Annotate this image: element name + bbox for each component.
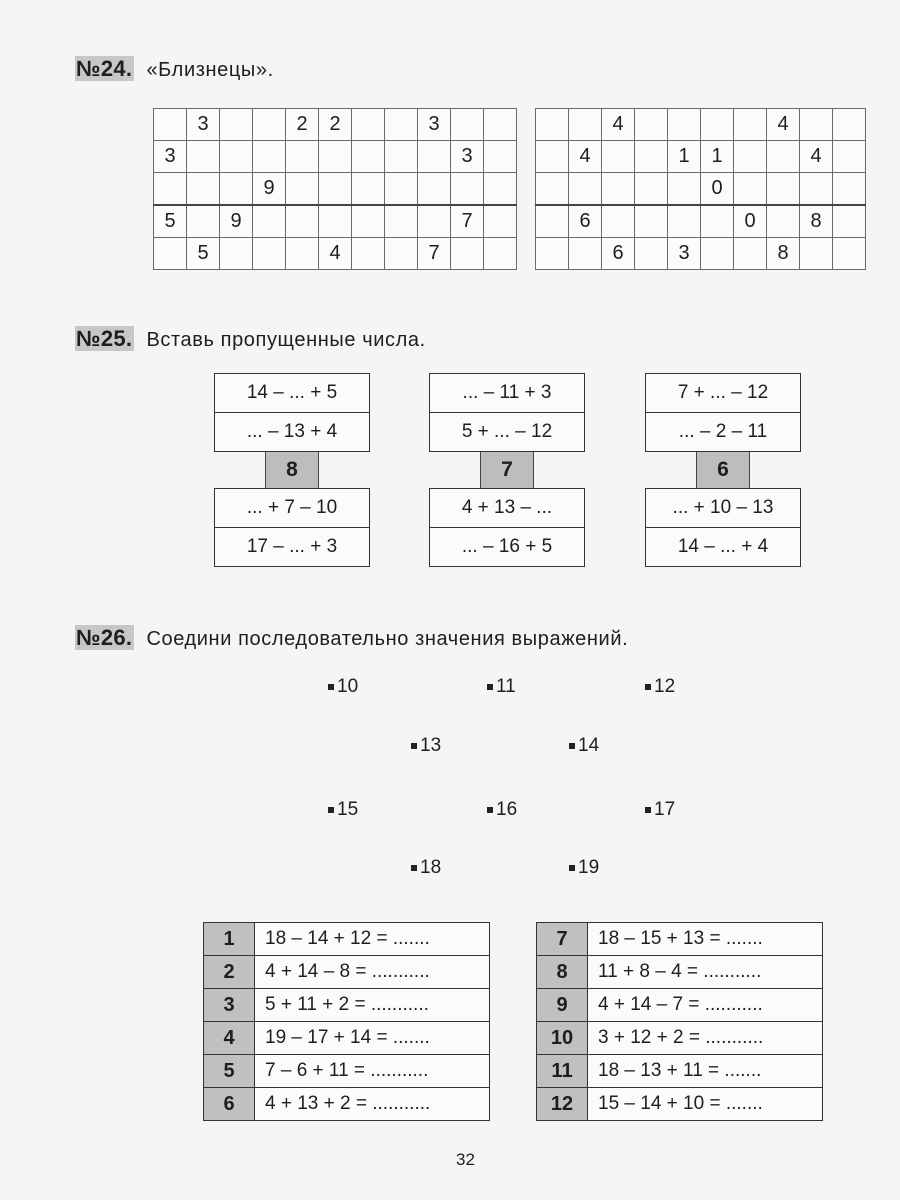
grid-cell[interactable] [701,238,734,270]
table-row [537,1055,823,1088]
grid-cell[interactable] [635,173,668,206]
grid-cell[interactable] [635,205,668,238]
expression-cell[interactable]: ... – 11 + 3 [462,382,552,403]
grid-cell[interactable] [286,141,319,173]
grid-cell[interactable] [418,141,451,173]
grid-cell[interactable]: 9 [253,173,286,206]
grid-cell[interactable] [319,205,352,238]
task-26-header [75,625,628,651]
grid-cell[interactable]: 9 [220,205,253,238]
grid-cell[interactable] [536,205,569,238]
grid-cell[interactable] [352,109,385,141]
grid-cell[interactable]: 6 [569,205,602,238]
grid-cell[interactable] [569,109,602,141]
grid-cell[interactable] [734,109,767,141]
expression-group [214,373,370,567]
expression-box-top [214,373,370,452]
grid-cell[interactable] [668,109,701,141]
dot-marker-icon [411,743,417,749]
grid-cell[interactable] [602,205,635,238]
expression-text[interactable]: 18 – 13 + 11 = ....... [588,1055,823,1088]
grid-cell[interactable] [536,141,569,173]
table-row [537,923,823,956]
grid-cell[interactable] [602,173,635,206]
expression-text[interactable]: 3 + 12 + 2 = ........... [588,1022,823,1055]
grid-cell[interactable] [385,141,418,173]
grid-cell[interactable] [451,238,484,270]
grid-cell[interactable] [187,141,220,173]
grid-cell[interactable]: 2 [319,109,352,141]
grid-row [154,205,517,238]
grid-cell[interactable]: 0 [701,173,734,206]
grid-cell[interactable]: 8 [800,205,833,238]
grid-cell[interactable] [484,238,517,270]
task-title: «Близнецы». [146,59,274,81]
grid-cell[interactable] [220,141,253,173]
grid-cell[interactable] [635,238,668,270]
dot-point[interactable] [328,799,358,821]
grid-row [536,109,866,141]
grid-cell[interactable] [569,238,602,270]
grid-cell[interactable] [451,173,484,206]
grid-cell[interactable]: 5 [154,205,187,238]
table-row [204,1022,490,1055]
expression-index: 8 [537,956,588,989]
grid-cell[interactable] [253,109,286,141]
grid-cell[interactable] [220,109,253,141]
grid-cell[interactable]: 8 [767,238,800,270]
grid-row [154,173,517,206]
grid-cell[interactable] [187,205,220,238]
grid-cell[interactable]: 5 [187,238,220,270]
expression-index: 12 [537,1088,588,1121]
grid-cell[interactable] [635,109,668,141]
grid-cell[interactable]: 1 [701,141,734,173]
grid-cell[interactable] [767,205,800,238]
grid-row [154,109,517,141]
table-row [537,956,823,989]
grid-cell[interactable] [800,238,833,270]
grid-cell[interactable] [352,141,385,173]
expression-text[interactable]: 15 – 14 + 10 = ....... [588,1088,823,1121]
grid-cell[interactable] [319,173,352,206]
grid-cell[interactable]: 6 [602,238,635,270]
expression-text[interactable]: 11 + 8 – 4 = ........... [588,956,823,989]
grid-cell[interactable] [635,141,668,173]
expression-index: 5 [204,1055,255,1088]
grid-cell[interactable]: 4 [602,109,635,141]
expression-box-top [645,373,801,452]
grid-cell[interactable] [701,109,734,141]
table-row [537,1022,823,1055]
expression-index: 9 [537,989,588,1022]
task-number: №24. [76,56,133,81]
expression-cell[interactable]: 14 – ... + 4 [646,527,800,566]
expression-cell[interactable]: 17 – ... + 3 [215,527,369,566]
expression-box-bottom [214,488,370,567]
expression-index: 4 [204,1022,255,1055]
grid-cell[interactable] [536,109,569,141]
grid-cell[interactable] [767,141,800,173]
grid-cell[interactable] [833,109,866,141]
grid-cell[interactable] [484,173,517,206]
grid-cell[interactable] [352,205,385,238]
grid-cell[interactable] [286,238,319,270]
expression-box-bottom [645,488,801,567]
task-number: №26. [76,625,133,650]
table-row [204,1055,490,1088]
expression-box-top [429,373,585,452]
expression-text[interactable]: 18 – 15 + 13 = ....... [588,923,823,956]
grid-cell[interactable] [484,141,517,173]
expressions-table-left [203,922,490,1121]
expression-cell[interactable]: 4 + 13 – ... [461,497,553,518]
grid-cell[interactable]: 3 [187,109,220,141]
task-24-header [75,56,274,82]
expression-text[interactable]: 4 + 13 + 2 = ........... [255,1088,490,1121]
expression-box-bottom [429,488,585,567]
table-row [537,989,823,1022]
dot-point[interactable] [328,676,358,698]
grid-cell[interactable] [319,141,352,173]
table-row [204,956,490,989]
expression-text[interactable]: 18 – 14 + 12 = ....... [255,923,490,956]
dot-label: 17 [654,799,676,820]
dot-marker-icon [569,743,575,749]
dot-label: 14 [578,735,600,756]
grid-row [154,141,517,173]
expression-text[interactable]: 5 + 11 + 2 = ........... [255,989,490,1022]
dot-point[interactable] [487,799,517,821]
grid-cell[interactable] [833,141,866,173]
grid-cell[interactable]: 4 [319,238,352,270]
grid-cell[interactable] [734,173,767,206]
expression-cell[interactable]: ... – 16 + 5 [430,527,584,566]
grid-cell[interactable] [187,173,220,206]
dot-label: 10 [337,676,359,697]
grid-cell[interactable] [833,238,866,270]
dot-marker-icon [328,807,334,813]
grid-row [536,238,866,270]
grid-cell[interactable] [484,109,517,141]
expressions-table-right [536,922,823,1121]
expression-cell[interactable]: ... – 13 + 4 [215,412,369,451]
dot-label: 16 [496,799,518,820]
table-row [204,1088,490,1121]
grid-cell[interactable] [418,205,451,238]
grid-cell[interactable] [833,205,866,238]
expression-index: 11 [537,1055,588,1088]
dot-marker-icon [487,807,493,813]
grid-cell[interactable] [286,205,319,238]
target-value: 7 [480,452,534,488]
grid-cell[interactable] [833,173,866,206]
dot-label: 12 [654,676,676,697]
right-number-grid [535,108,866,270]
dot-label: 19 [578,857,600,878]
table-row [537,1088,823,1121]
grid-cell[interactable] [385,205,418,238]
dot-marker-icon [487,684,493,690]
expression-text[interactable]: 7 – 6 + 11 = ........... [255,1055,490,1088]
grid-row [536,141,866,173]
dot-point[interactable] [569,857,599,879]
dot-point[interactable] [411,735,441,757]
grid-cell[interactable] [385,109,418,141]
grid-cell[interactable]: 3 [154,141,187,173]
expression-text[interactable]: 4 + 14 – 7 = ........... [588,989,823,1022]
grid-cell[interactable] [154,109,187,141]
expression-index: 10 [537,1022,588,1055]
grid-cell[interactable]: 7 [451,205,484,238]
expression-index: 3 [204,989,255,1022]
grid-cell[interactable]: 3 [668,238,701,270]
grid-cell[interactable]: 3 [418,109,451,141]
dot-label: 13 [420,735,442,756]
expression-index: 1 [204,923,255,956]
left-number-grid [153,108,517,270]
grid-cell[interactable] [253,141,286,173]
grid-cell[interactable] [800,173,833,206]
expression-text[interactable]: 19 – 17 + 14 = ....... [255,1022,490,1055]
grid-cell[interactable] [154,238,187,270]
expression-group [429,373,585,567]
grid-cell[interactable] [701,205,734,238]
grid-cell[interactable] [352,238,385,270]
dot-marker-icon [411,865,417,871]
grid-cell[interactable] [734,238,767,270]
grid-cell[interactable] [220,238,253,270]
table-row [204,989,490,1022]
dot-point[interactable] [645,676,675,698]
grid-row [536,173,866,206]
dot-point[interactable] [645,799,675,821]
dot-label: 11 [496,676,516,697]
dot-point[interactable] [411,857,441,879]
expression-index: 6 [204,1088,255,1121]
grid-cell[interactable] [286,173,319,206]
target-value: 8 [265,452,319,488]
grid-cell[interactable] [385,173,418,206]
expression-cell[interactable]: ... + 10 – 13 [672,497,774,518]
expression-cell[interactable]: ... – 2 – 11 [646,412,800,451]
grid-cell[interactable]: 7 [418,238,451,270]
dot-label: 18 [420,857,442,878]
expression-cell[interactable]: 7 + ... – 12 [677,382,769,403]
task-25-header [75,326,426,352]
grid-cell[interactable] [220,173,253,206]
grid-cell[interactable] [451,109,484,141]
grid-cell[interactable] [536,238,569,270]
dot-label: 15 [337,799,359,820]
grid-cell[interactable]: 4 [800,141,833,173]
table-row [204,923,490,956]
grid-cell[interactable] [668,173,701,206]
expression-index: 2 [204,956,255,989]
expression-text[interactable]: 4 + 14 – 8 = ........... [255,956,490,989]
grid-cell[interactable] [385,238,418,270]
grid-cell[interactable]: 4 [767,109,800,141]
grid-row [154,238,517,270]
grid-cell[interactable] [253,238,286,270]
grid-cell[interactable] [154,173,187,206]
grid-cell[interactable] [602,141,635,173]
grid-cell[interactable]: 0 [734,205,767,238]
expression-cell[interactable]: ... + 7 – 10 [246,497,338,518]
grid-cell[interactable] [253,205,286,238]
grid-cell[interactable] [418,173,451,206]
dot-point[interactable] [487,676,516,698]
grid-cell[interactable] [569,173,602,206]
dot-point[interactable] [569,735,599,757]
dot-marker-icon [645,807,651,813]
task-title: Соедини последовательно значения выражений. [146,628,629,650]
grid-cell[interactable] [734,141,767,173]
grid-row [536,205,866,238]
grid-cell[interactable] [767,173,800,206]
grid-cell[interactable] [352,173,385,206]
task-number: №25. [76,326,133,351]
grid-cell[interactable] [668,205,701,238]
grid-cell[interactable] [536,173,569,206]
grid-cell[interactable] [800,109,833,141]
expression-cell[interactable]: 5 + ... – 12 [430,412,584,451]
expression-index: 7 [537,923,588,956]
grid-cell[interactable]: 4 [569,141,602,173]
grid-cell[interactable]: 2 [286,109,319,141]
dot-marker-icon [328,684,334,690]
expression-cell[interactable]: 14 – ... + 5 [246,382,338,403]
expression-group [645,373,801,567]
grid-cell[interactable] [484,205,517,238]
task-title: Вставь пропущенные числа. [146,329,426,351]
dot-marker-icon [569,865,575,871]
grid-cell[interactable]: 1 [668,141,701,173]
dot-marker-icon [645,684,651,690]
grid-cell[interactable]: 3 [451,141,484,173]
page-number: 32 [456,1150,475,1169]
target-value: 6 [696,452,750,488]
